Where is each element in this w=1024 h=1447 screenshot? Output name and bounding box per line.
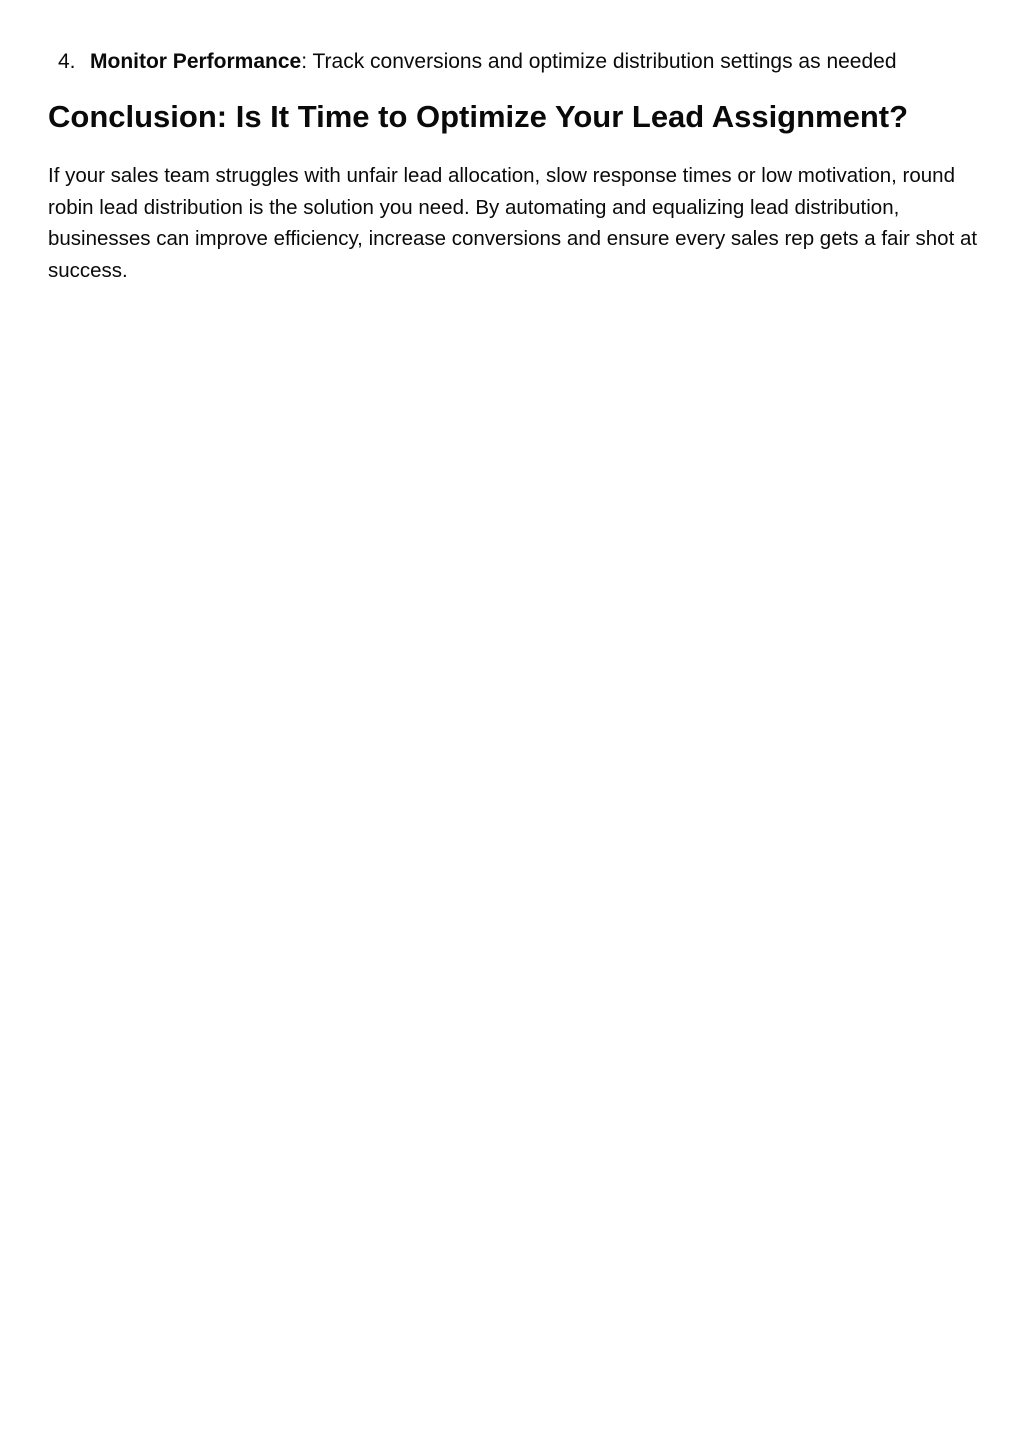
list-number: 4. — [58, 50, 76, 73]
list-item-text — [90, 48, 897, 76]
list-item-description: : Track conversions and optimize distribution settings as needed — [301, 50, 897, 73]
list-item-title: Monitor Performance — [90, 50, 302, 73]
conclusion-paragraph: If your sales team struggles with unfair lead allocation, slow response times or low motivation, round robin lead distribution is the solution you need. By automating and equalizing lead distribution, businesses can improve efficiency, increase conversions and ensure every sales rep gets a fair shot at success. — [48, 164, 978, 282]
conclusion-heading: Conclusion: Is It Time to Optimize Your Lead Assignment? — [48, 99, 909, 134]
